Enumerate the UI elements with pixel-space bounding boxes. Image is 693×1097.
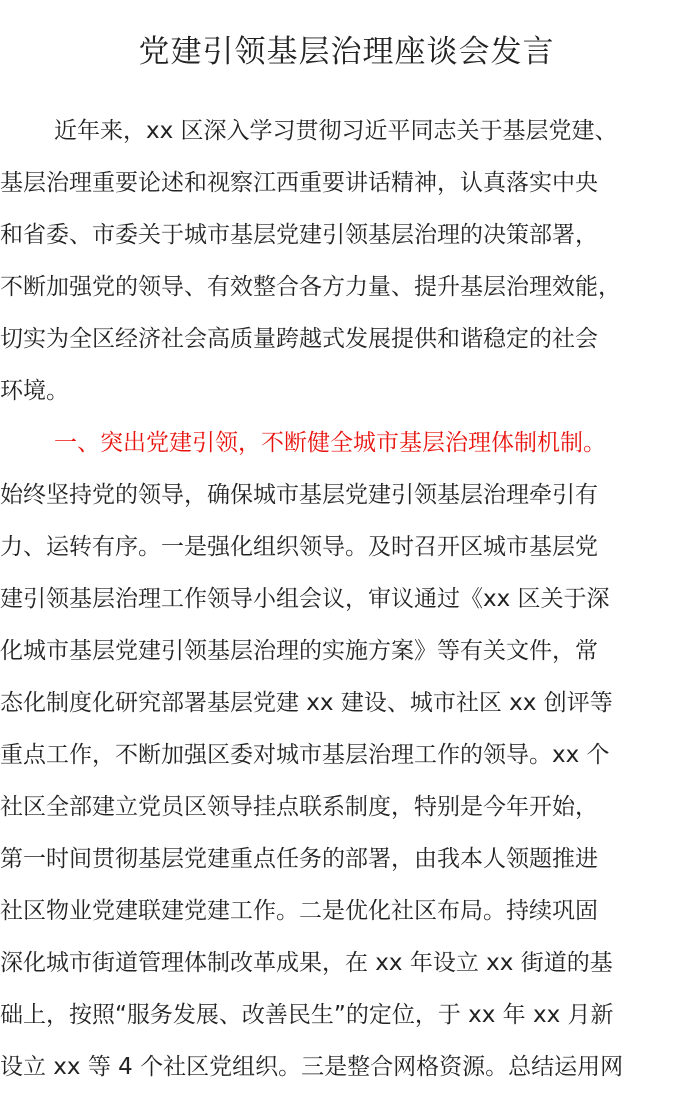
paragraph-2-line-5: 态化制度化研究部署基层党建 xx 建设、城市社区 xx 创评等 [0, 690, 613, 716]
paragraph-2-line-6: 重点工作，不断加强区委对城市基层治理工作的领导。xx 个 [0, 742, 610, 768]
paragraph-2-line-4: 化城市基层党建引领基层治理的实施方案》等有关文件，常 [0, 638, 598, 664]
paragraph-2-line-8: 第一时间贯彻基层党建重点任务的部署，由我本人领题推进 [0, 846, 598, 872]
paragraph-2-line-12: 设立 xx 等 4 个社区党组织。三是整合网格资源。总结运用网 [0, 1054, 624, 1080]
paragraph-2-line-7: 社区全部建立党员区领导挂点联系制度，特别是今年开始， [0, 794, 598, 820]
paragraph-1-line-2: 基层治理重要论述和视察江西重要讲话精神，认真落实中央 [0, 170, 598, 196]
paragraph-2-line-1: 始终坚持党的领导，确保城市基层党建引领基层治理牵引有 [0, 482, 598, 508]
paragraph-2-line-3: 建引领基层治理工作领导小组会议，审议通过《xx 区关于深 [0, 586, 610, 612]
section-heading: 一、突出党建引领，不断健全城市基层治理体制机制。 [54, 430, 606, 456]
document-title: 党建引领基层治理座谈会发言 [138, 34, 555, 70]
paragraph-1-line-3: 和省委、市委关于城市基层党建引领基层治理的决策部署， [0, 222, 598, 248]
paragraph-1-line-5: 切实为全区经济社会高质量跨越式发展提供和谐稳定的社会 [0, 326, 598, 352]
document-body [0, 105, 693, 1093]
paragraph-2-line-2: 力、运转有序。一是强化组织领导。及时召开区城市基层党 [0, 534, 598, 560]
paragraph-2-line-11: 础上，按照“服务发展、改善民生”的定位，于 xx 年 xx 月新 [0, 1002, 614, 1028]
paragraph-2-line-9: 社区物业党建联建党建工作。二是优化社区布局。持续巩固 [0, 898, 598, 924]
paragraph-1-line-4: 不断加强党的领导、有效整合各方力量、提升基层治理效能， [0, 274, 621, 300]
paragraph-2-line-10: 深化城市街道管理体制改革成果，在 xx 年设立 xx 街道的基 [0, 950, 613, 976]
paragraph-1-line-1: 近年来，xx 区深入学习贯彻习近平同志关于基层党建、 [54, 118, 618, 144]
paragraph-1-line-6: 环境。 [0, 378, 69, 404]
